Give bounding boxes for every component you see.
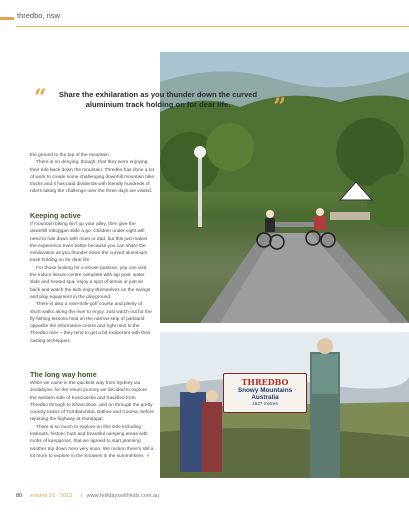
page-number: 80 [16,493,23,499]
volume-label: volume 21 · 2013 [29,493,73,499]
website-url: www.holidayswithkids.com.au [86,493,160,499]
paragraph: If mountain biking isn't up your alley, then give the downhill toboggan slide a go. Children under eight will need to ride down with mum or dad, but this just makes the experience even better because you can share the exhilaration as you thunder down the curved aluminium track holding on for dear life. [30,222,148,264]
sign-elevation: 1527 metres [252,401,278,406]
paragraph: There is no denying, though, that they were enjoying their ride back down the mountain. Thredbo has done a lot of work to create some challenging downhill mountain bike tracks and it has paid dividends with literally hundreds of riders taking the challenge over the three days we visited. [30,160,154,195]
section-title: thredbo, nsw [17,11,60,20]
quote-open-mark: “ [34,85,47,111]
keeping-active-text [30,221,154,345]
end-star-icon: ★ [145,453,151,459]
sign-name-line1: Snowy Mountains [237,387,293,394]
page-footer [16,493,159,499]
header-accent-bar [0,17,14,20]
paragraph: While we came in the quickest way from Sydney via Jindabyne, for the return journey we decided to explore the western side of Kosciuszko and travelled from Thredbo through to Khancoban, and on through the pretty country towns of Tumbarumba, Batlow and Cooma, before rejoining the highway at Gundagai. [30,381,154,423]
paragraph-text: There is so much to explore on this side including lookouts, historic huts and beautiful camping areas with mobs of kangaroos, that we agreed to start planning another trip down here very soon. We reckon there's still a lot more to explore in the Snowies in the summertime. [30,424,154,459]
paragraph: For those looking for a slower pastime, you can visit the indoor leisure centre complete with lap pool, water slide and heated spa, enjoy a spot of tennis or just sit back and watch the kids enjoy themselves on the swings and play equipment in the playground. [30,265,151,300]
header-divider [16,26,409,27]
pull-quote-text: Share the exhilaration as you thunder down the curved aluminium track holding on for dear life. [58,90,258,110]
sign-brand: THREDBO [241,377,289,387]
paragraph: the ground to the top of the mountain. [30,153,111,158]
pull-quote [34,85,286,120]
quote-close-mark: ” [273,93,286,120]
heading-keeping-active: Keeping active [30,211,81,220]
long-way-text [30,380,154,460]
footer-separator: | [80,493,83,499]
page-header [0,0,409,27]
intro-text [30,152,154,196]
paragraph: There is also a nine-hole golf course and plenty of short walks along the river to enjoy. Just watch out for the fly-fishing lessons held on the narrow strip of parkland opposite the information centre and right next to the Thredbo river – they tend to get a bit exuberant with their casting techniques. [30,302,152,344]
thredbo-sign [223,373,307,413]
heading-long-way-home: The long way home [30,370,97,379]
sign-name-line2: Australia [251,394,279,401]
paragraph [30,424,154,460]
